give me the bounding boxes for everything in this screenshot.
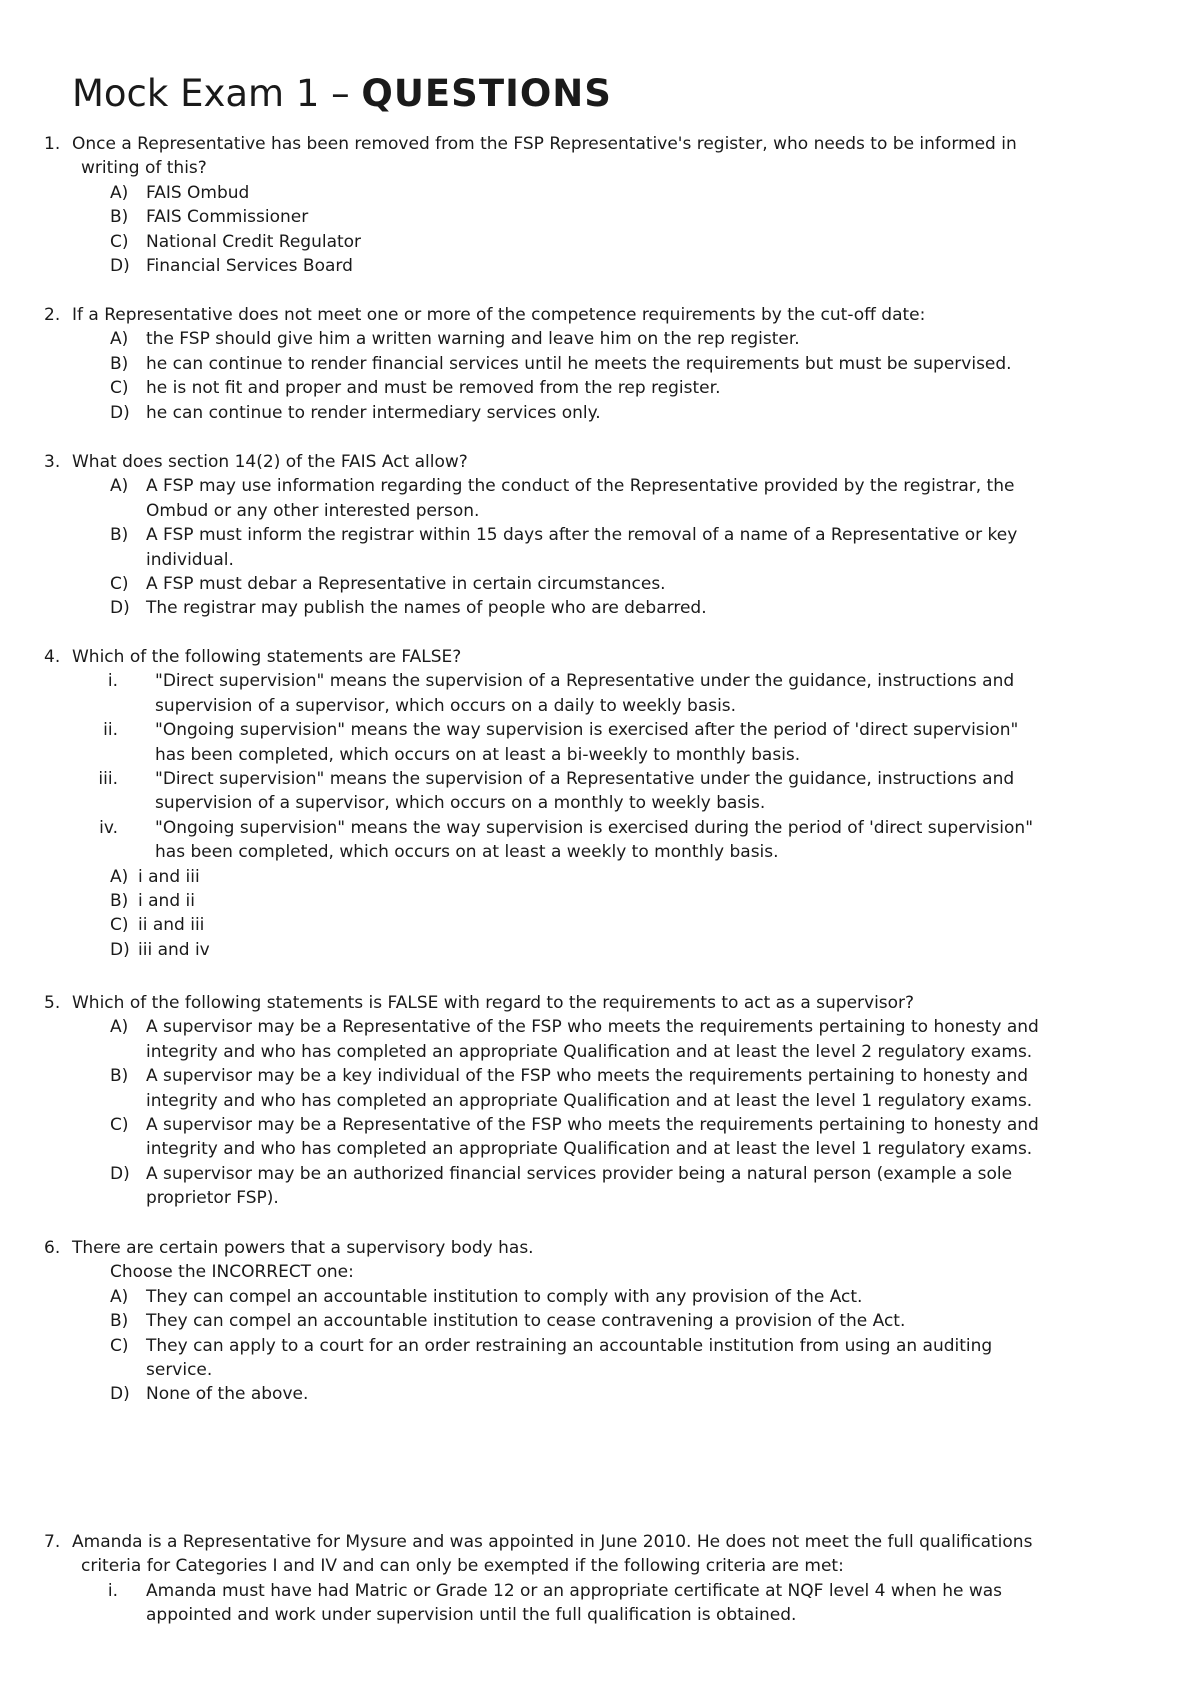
option-marker: A)	[110, 182, 129, 203]
question-1	[0, 132, 1200, 278]
question-text: Which of the following statements is FALSE with regard to the requirements to act as a supervisor?	[72, 993, 915, 1013]
question-text: If a Representative does not meet one or more of the competence requirements by the cut-off date:	[72, 305, 926, 325]
option-d	[0, 938, 1200, 962]
option-text: integrity and who has completed an appropriate Qualification and at least the level 2 regulatory exams.	[146, 1041, 1033, 1062]
question-instruction: Choose the INCORRECT one:	[110, 1262, 354, 1283]
option-a	[0, 865, 1200, 889]
question-6	[0, 1236, 1200, 1407]
option-marker: D)	[110, 255, 130, 276]
option-a	[0, 1285, 1200, 1309]
option-b	[0, 352, 1200, 376]
title-bold: QUESTIONS	[361, 72, 612, 115]
statement-ii	[0, 718, 1200, 742]
option-text: None of the above.	[146, 1384, 309, 1405]
option-marker: A)	[110, 1286, 129, 1307]
option-text: A FSP must inform the registrar within 15 days after the removal of a name of a Representative or key	[146, 525, 1018, 546]
option-text: i and iii	[138, 866, 200, 887]
statement-numeral: i.	[107, 1580, 118, 1601]
statement-numeral: iv.	[99, 817, 118, 838]
question-2	[0, 303, 1200, 425]
statement-numeral: iii.	[98, 768, 118, 789]
option-text: A supervisor may be a key individual of the FSP who meets the requirements pertaining to honesty and	[146, 1066, 1029, 1087]
statement-text: "Ongoing supervision" means the way supervision is exercised during the period of 'direct supervision"	[155, 817, 1034, 838]
option-marker: B)	[110, 1311, 129, 1332]
option-text: A FSP may use information regarding the conduct of the Representative provided by the registrar, the	[146, 476, 1015, 497]
option-marker: A)	[110, 1017, 129, 1038]
statement-numeral: ii.	[103, 720, 118, 741]
statement-text: supervision of a supervisor, which occurs on a daily to weekly basis.	[155, 695, 737, 716]
option-text: service.	[146, 1359, 213, 1380]
option-d	[0, 254, 1200, 278]
question-text: writing of this?	[81, 158, 207, 179]
statement-text: Amanda must have had Matric or Grade 12 or an appropriate certificate at NQF level 4 when he was	[146, 1580, 1003, 1601]
question-text: Amanda is a Representative for Mysure and was appointed in June 2010. He does not meet the full qualifications	[72, 1532, 1033, 1552]
option-marker: B)	[110, 525, 129, 546]
question-text: criteria for Categories I and IV and can only be exempted if the following criteria are met:	[81, 1556, 844, 1577]
option-marker: B)	[110, 890, 129, 911]
option-text: he can continue to render financial services until he meets the requirements but must be supervised.	[146, 353, 1012, 374]
option-b	[0, 1309, 1200, 1333]
option-a	[0, 1015, 1200, 1039]
option-b	[0, 205, 1200, 229]
question-4	[0, 645, 1200, 962]
option-marker: C)	[110, 1335, 129, 1356]
option-marker: D)	[110, 1163, 130, 1184]
option-marker: D)	[110, 402, 130, 423]
option-a	[0, 181, 1200, 205]
title-light: Mock Exam 1 –	[72, 72, 362, 115]
option-marker: C)	[110, 915, 129, 936]
question-text: There are certain powers that a supervisory body has.	[72, 1238, 534, 1258]
question-number: 6.	[44, 1238, 61, 1258]
option-text: FAIS Commissioner	[146, 207, 309, 228]
question-number: 5.	[44, 993, 61, 1013]
option-marker: B)	[110, 1066, 129, 1087]
statement-i	[0, 1579, 1200, 1603]
option-text: They can compel an accountable institution to comply with any provision of the Act.	[146, 1286, 863, 1307]
statement-text: "Direct supervision" means the supervision of a Representative under the guidance, instructions and	[155, 768, 1015, 789]
statement-iv	[0, 816, 1200, 840]
statement-text: "Direct supervision" means the supervision of a Representative under the guidance, instructions and	[155, 671, 1015, 692]
statement-text: appointed and work under supervision until the full qualification is obtained.	[146, 1605, 797, 1626]
option-d	[0, 596, 1200, 620]
option-text: A FSP must debar a Representative in certain circumstances.	[146, 573, 666, 594]
option-d	[0, 1382, 1200, 1406]
option-text: They can compel an accountable institution to cease contravening a provision of the Act.	[146, 1311, 906, 1332]
question-text: Which of the following statements are FALSE?	[72, 647, 462, 667]
option-text: National Credit Regulator	[146, 231, 362, 252]
option-text: ii and iii	[138, 915, 205, 936]
question-text: Once a Representative has been removed from the FSP Representative's register, who needs to be informed in	[72, 134, 1017, 154]
statement-text: has been completed, which occurs on at least a bi-weekly to monthly basis.	[155, 744, 801, 765]
statement-numeral: i.	[107, 671, 118, 692]
option-text: They can apply to a court for an order restraining an accountable institution from using an auditing	[146, 1335, 993, 1356]
option-marker: C)	[110, 1114, 129, 1135]
option-d	[0, 1162, 1200, 1186]
option-marker: B)	[110, 207, 129, 228]
statement-text: supervision of a supervisor, which occurs on a monthly to weekly basis.	[155, 793, 766, 814]
option-c	[0, 230, 1200, 254]
question-number: 4.	[44, 647, 61, 667]
option-d	[0, 401, 1200, 425]
option-c	[0, 572, 1200, 596]
question-number: 2.	[44, 305, 61, 325]
option-marker: A)	[110, 866, 129, 887]
question-number: 3.	[44, 452, 61, 472]
option-text: individual.	[146, 549, 234, 570]
statement-iii	[0, 767, 1200, 791]
option-text: proprietor FSP).	[146, 1188, 279, 1209]
page-title	[72, 70, 612, 118]
option-marker: B)	[110, 353, 129, 374]
option-a	[0, 474, 1200, 498]
question-7	[0, 1530, 1200, 1628]
statement-i	[0, 669, 1200, 693]
option-c	[0, 913, 1200, 937]
option-text: iii and iv	[138, 939, 210, 960]
option-b	[0, 523, 1200, 547]
option-c	[0, 1113, 1200, 1137]
option-marker: A)	[110, 476, 129, 497]
option-text: A supervisor may be a Representative of the FSP who meets the requirements pertaining to honesty and	[146, 1017, 1039, 1038]
option-marker: D)	[110, 939, 130, 960]
option-text: A supervisor may be a Representative of the FSP who meets the requirements pertaining to honesty and	[146, 1114, 1039, 1135]
option-text: i and ii	[138, 890, 195, 911]
option-marker: C)	[110, 378, 129, 399]
option-marker: C)	[110, 231, 129, 252]
option-marker: D)	[110, 1384, 130, 1405]
option-b	[0, 1064, 1200, 1088]
option-text: FAIS Ombud	[146, 182, 250, 203]
question-number: 7.	[44, 1532, 61, 1552]
option-b	[0, 889, 1200, 913]
question-3	[0, 450, 1200, 621]
option-c	[0, 1334, 1200, 1358]
question-5	[0, 991, 1200, 1211]
option-text: the FSP should give him a written warning and leave him on the rep register.	[146, 329, 800, 350]
option-marker: C)	[110, 573, 129, 594]
option-marker: D)	[110, 598, 130, 619]
statement-text: has been completed, which occurs on at least a weekly to monthly basis.	[155, 842, 779, 863]
option-c	[0, 376, 1200, 400]
option-text: A supervisor may be an authorized financial services provider being a natural person (example a sole	[146, 1163, 1013, 1184]
option-text: he is not fit and proper and must be removed from the rep register.	[146, 378, 721, 399]
option-text: he can continue to render intermediary services only.	[146, 402, 601, 423]
option-marker: A)	[110, 329, 129, 350]
option-text: Financial Services Board	[146, 255, 353, 276]
option-text: integrity and who has completed an appropriate Qualification and at least the level 1 regulatory exams.	[146, 1090, 1033, 1111]
option-a	[0, 327, 1200, 351]
question-number: 1.	[44, 134, 61, 154]
option-text: Ombud or any other interested person.	[146, 500, 480, 521]
statement-text: "Ongoing supervision" means the way supervision is exercised after the period of 'direct supervision"	[155, 720, 1019, 741]
question-text: What does section 14(2) of the FAIS Act allow?	[72, 452, 468, 472]
option-text: integrity and who has completed an appropriate Qualification and at least the level 1 regulatory exams.	[146, 1139, 1033, 1160]
option-text: The registrar may publish the names of people who are debarred.	[146, 598, 707, 619]
